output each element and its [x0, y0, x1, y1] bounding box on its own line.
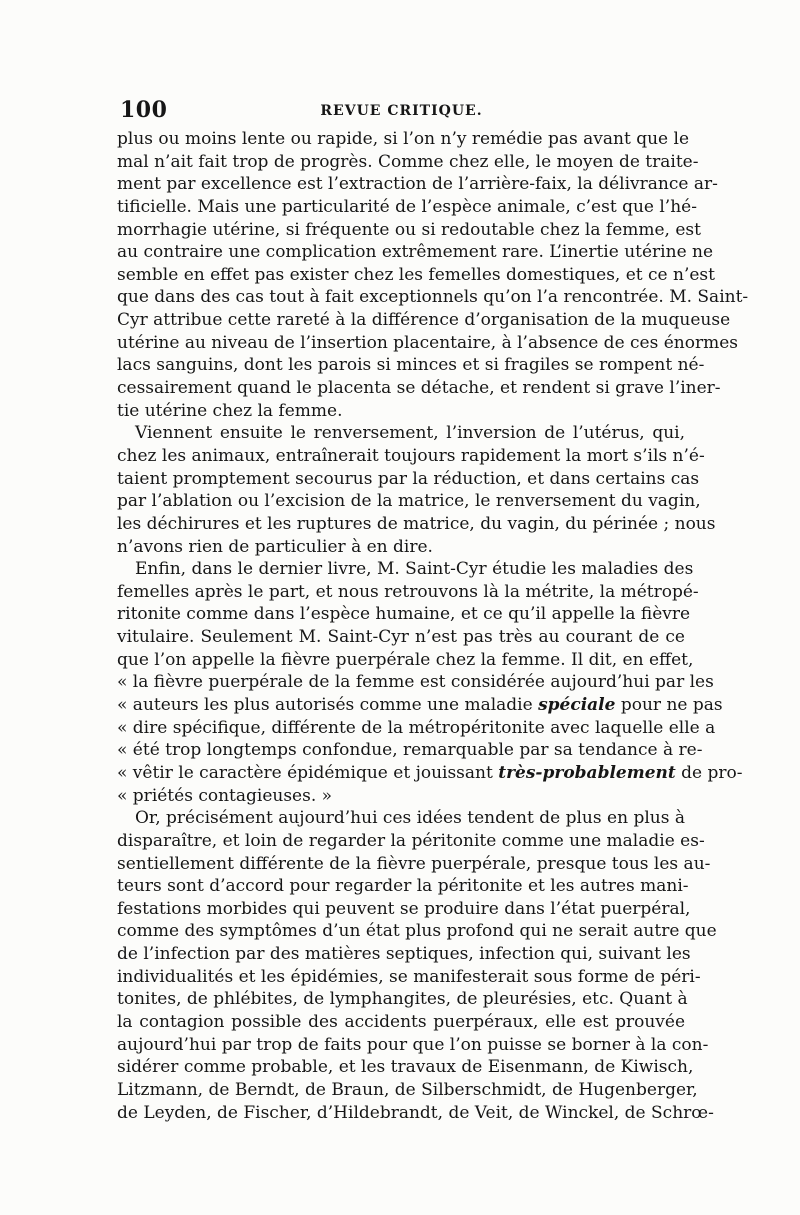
line-text: par l’ablation ou l’excision de la matrice, le renversement du vagin,: [117, 491, 701, 512]
text-line: [117, 490, 701, 513]
text-line: [117, 603, 691, 626]
line-text: Cyr attribue cette rareté à la différence d’organisation de la muqueuse: [117, 310, 731, 331]
text-line: [117, 128, 690, 151]
text-line: [117, 422, 685, 445]
text-line: [117, 988, 688, 1011]
line-text: Or, précisément aujourd’hui ces idées tendent de plus en plus à: [135, 808, 685, 829]
text-line: [117, 445, 705, 468]
line-text: que dans des cas tout à fait exceptionnels qu’on l’a rencontrée. M. Saint-: [117, 287, 749, 308]
line-text: utérine au niveau de l’insertion placentaire, à l’absence de ces énormes: [117, 332, 739, 353]
text-line: [117, 739, 703, 762]
line-text: semble en effet pas exister chez les femelles domestiques, et ce n’est: [117, 264, 715, 285]
text-line: [117, 943, 691, 966]
line-text: « auteurs les plus autorisés comme une maladie: [117, 695, 539, 716]
line-text: taient promptement secourus par la réduction, et dans certains cas: [117, 468, 700, 489]
text-line: [117, 875, 689, 898]
text-line: [117, 558, 694, 581]
line-text: sidérer comme probable, et les travaux de Eisenmann, de Kiwisch,: [117, 1057, 694, 1078]
text-line: [117, 1011, 685, 1034]
text-line: [117, 785, 685, 808]
text-line: [117, 853, 711, 876]
line-text: pour ne pas: [615, 695, 723, 716]
running-title: REVUE CRITIQUE.: [320, 103, 483, 119]
line-text: « dire spécifique, différente de la métropéritonite avec laquelle elle a: [117, 717, 716, 738]
text-line: [117, 513, 716, 536]
line-text: Litzmann, de Berndt, de Braun, de Silberschmidt, de Hugenberger,: [117, 1079, 698, 1100]
text-line: [117, 920, 717, 943]
text-line: [117, 649, 694, 672]
text-line: [117, 830, 705, 853]
page-number: 100: [120, 97, 168, 123]
line-text: vitulaire. Seulement M. Saint-Cyr n’est pas très au courant de ce: [117, 627, 685, 648]
text-line: [117, 286, 749, 309]
line-text: chez les animaux, entraînerait toujours rapidement la mort s’ils n’é-: [117, 445, 705, 466]
line-text: tificielle. Mais une particularité de l’espèce animale, c’est que l’hé-: [117, 196, 697, 217]
line-text: mal n’ait fait trop de progrès. Comme chez elle, le moyen de traite-: [117, 151, 699, 172]
line-text: les déchirures et les ruptures de matrice, du vagin, du périnée ; nous: [117, 513, 716, 534]
text-line: [117, 196, 697, 219]
line-text: sentiellement différente de la fièvre puerpérale, presque tous les au-: [117, 853, 711, 874]
text-line: [117, 332, 739, 355]
line-text: Viennent ensuite le renversement, l’inversion de l’utérus, qui,: [135, 423, 685, 444]
line-text: de Leyden, de Fischer, d’Hildebrandt, de Veit, de Winckel, de Schrœ-: [117, 1102, 714, 1123]
text-line: [117, 309, 731, 332]
line-text: tonites, de phlébites, de lymphangites, de pleurésies, etc. Quant à: [117, 989, 688, 1010]
line-text: femelles après le part, et nous retrouvons là la métrite, la métropé-: [117, 581, 699, 602]
text-line: [117, 762, 743, 785]
text-line: [117, 241, 714, 264]
line-text: la contagion possible des accidents puerpéraux, elle est prouvée: [117, 1011, 685, 1032]
text-line: [117, 400, 685, 423]
line-text: festations morbides qui peuvent se produire dans l’état puerpéral,: [117, 898, 691, 919]
line-text: comme des symptômes d’un état plus profond qui ne serait autre que: [117, 921, 717, 942]
emphasis-text: très-probablement: [498, 762, 676, 783]
page-header: [120, 97, 683, 125]
text-line: [117, 377, 721, 400]
line-text: de pro-: [675, 762, 743, 783]
text-line: [117, 219, 701, 242]
line-text: de l’infection par des matières septiques, infection qui, suivant les: [117, 944, 691, 965]
line-text: teurs sont d’accord pour regarder la péritonite et les autres mani-: [117, 876, 689, 897]
text-line: [117, 717, 716, 740]
body-text: [117, 128, 749, 1124]
text-line: [117, 966, 701, 989]
text-line: [117, 1056, 694, 1079]
text-line: [117, 626, 685, 649]
line-text: morrhagie utérine, si fréquente ou si redoutable chez la femme, est: [117, 219, 701, 240]
line-text: plus ou moins lente ou rapide, si l’on n’y remédie pas avant que le: [117, 129, 690, 149]
line-text: « priétés contagieuses. »: [117, 785, 333, 806]
line-text: que l’on appelle la fièvre puerpérale chez la femme. Il dit, en effet,: [117, 649, 694, 670]
text-line: [117, 151, 699, 174]
text-line: [117, 1079, 698, 1102]
line-text: ment par excellence est l’extraction de l’arrière-faix, la délivrance ar-: [117, 174, 718, 195]
text-line: [117, 1034, 709, 1057]
text-line: [117, 468, 700, 491]
line-text: cessairement quand le placenta se détache, et rendent si grave l’iner-: [117, 378, 721, 399]
line-text: ritonite comme dans l’espèce humaine, et ce qu’il appelle la fièvre: [117, 604, 691, 625]
text-line: [117, 898, 691, 921]
emphasis-text: spéciale: [538, 695, 616, 716]
line-text: au contraire une complication extrêmement rare. L’inertie utérine ne: [117, 242, 714, 263]
line-text: individualités et les épidémies, se manifesterait sous forme de péri-: [117, 966, 701, 987]
text-line: [117, 1102, 714, 1125]
text-line: [117, 581, 699, 604]
line-text: lacs sanguins, dont les parois si minces et si fragiles se rompent né-: [117, 355, 705, 376]
line-text: « vêtir le caractère épidémique et jouissant: [117, 762, 499, 783]
text-line: [117, 173, 718, 196]
text-line: [117, 536, 685, 559]
text-line: [117, 694, 723, 717]
line-text: Enfin, dans le dernier livre, M. Saint-Cyr étudie les maladies des: [135, 559, 694, 580]
text-line: [117, 354, 705, 377]
line-text: aujourd’hui par trop de faits pour que l’on puisse se borner à la con-: [117, 1034, 709, 1055]
line-text: « été trop longtemps confondue, remarquable par sa tendance à re-: [117, 740, 703, 761]
text-line: [117, 264, 715, 287]
line-text: « la fièvre puerpérale de la femme est considérée aujourd’hui par les: [117, 672, 714, 693]
line-text: disparaître, et loin de regarder la péritonite comme une maladie es-: [117, 830, 705, 851]
text-line: [117, 671, 714, 694]
line-text: n’avons rien de particulier à en dire.: [117, 536, 433, 557]
line-text: tie utérine chez la femme.: [117, 400, 343, 421]
text-line: [117, 807, 685, 830]
